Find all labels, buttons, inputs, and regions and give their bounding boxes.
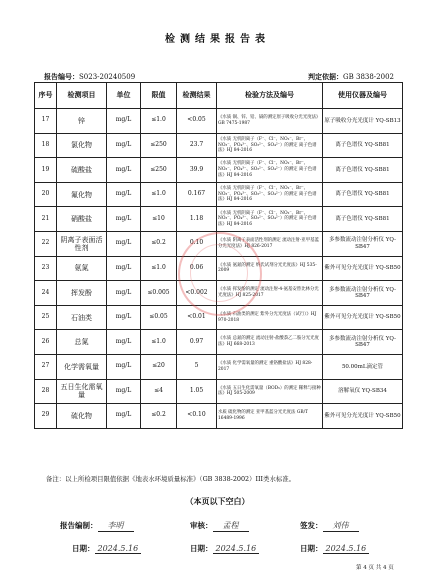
page-number: 第 4 页 共 4 页 [356, 565, 394, 571]
cell-limit: ≤4 [141, 379, 177, 404]
cell-item: 挥发酚 [57, 281, 107, 306]
cell-method: 《水质 铜、锌、铅、镉的测定原子吸收分光光度法》GB 7475-1987 [217, 109, 323, 134]
approver-date: 日期： 2024.5.16 [300, 543, 369, 554]
cell-limit: ≤250 [141, 158, 177, 183]
table-row [35, 330, 403, 355]
cell-method: 《水质 无机阴离子（F⁻、Cl⁻、NO₂⁻、Br⁻、NO₃⁻、PO₄³⁻、SO₃²⁻、SO₄²⁻）的测定 离子色谱法》HJ 84-2016 [217, 182, 323, 207]
column-header: 限值 [141, 83, 177, 109]
cell-limit: ≤0.2 [141, 404, 177, 429]
compiler-signature: 报告编制： 李明 [60, 520, 134, 532]
table-row [35, 133, 403, 158]
cell-result: 1.05 [177, 379, 217, 404]
cell-no: 22 [35, 231, 57, 256]
cell-unit: mg/L [107, 404, 141, 429]
table-row [35, 182, 403, 207]
cell-instrument: 多参数流动注射分析仪 YQ-SB47 [323, 231, 403, 256]
cell-no: 26 [35, 330, 57, 355]
approver-signature: 签发： 刘伟 [300, 520, 359, 532]
cell-limit: ≤1.0 [141, 256, 177, 281]
cell-result: <0.05 [177, 109, 217, 134]
cell-item: 五日生化需氧量 [57, 379, 107, 404]
column-header: 单位 [107, 83, 141, 109]
cell-method: 《水质 氨氮的测定 纳氏试剂分光光度法》HJ 535-2009 [217, 256, 323, 281]
cell-no: 27 [35, 354, 57, 379]
cell-result: 23.7 [177, 133, 217, 158]
cell-method: 《水质 五日生化需氧量（BOD₅）的测定 稀释与接种法》HJ 505-2009 [217, 379, 323, 404]
cell-no: 29 [35, 404, 57, 429]
cell-method: 《水质 总氮的测定 流动注射-盐酸萘乙二胺分光光度法》HJ 668-2013 [217, 330, 323, 355]
judgment-basis: 判定依据：GB 3838-2002 [308, 72, 394, 81]
reviewer-signature: 审核： 孟程 [190, 520, 249, 532]
cell-limit: ≤0.2 [141, 231, 177, 256]
cell-method: 《水质 无机阴离子（F⁻、Cl⁻、NO₂⁻、Br⁻、NO₃⁻、PO₄³⁻、SO₃²⁻、SO₄²⁻）的测定 离子色谱法》HJ 84-2016 [217, 158, 323, 183]
cell-method: 《水质 无机阴离子（F⁻、Cl⁻、NO₂⁻、Br⁻、NO₃⁻、PO₄³⁻、SO₃²⁻、SO₄²⁻）的测定 离子色谱法》HJ 84-2016 [217, 133, 323, 158]
cell-unit: mg/L [107, 182, 141, 207]
cell-method: 《水质 无机阴离子（F⁻、Cl⁻、NO₂⁻、Br⁻、NO₃⁻、PO₄³⁻、SO₃²⁻、SO₄²⁻）的测定 离子色谱法》HJ 84-2016 [217, 207, 323, 232]
cell-item: 硫酸盐 [57, 158, 107, 183]
column-header: 检测结果 [177, 83, 217, 109]
table-row [35, 404, 403, 429]
cell-result: 39.9 [177, 158, 217, 183]
cell-no: 20 [35, 182, 57, 207]
cell-result: 5 [177, 354, 217, 379]
column-header: 使用仪器及编号 [323, 83, 403, 109]
cell-item: 硫化物 [57, 404, 107, 429]
seal-stamp-inner [190, 244, 248, 302]
cell-instrument: 紫外可见分光光度计 YQ-SB50 [323, 305, 403, 330]
cell-unit: mg/L [107, 256, 141, 281]
cell-result: 0.06 [177, 256, 217, 281]
cell-item: 阴离子表面活性剂 [57, 231, 107, 256]
cell-no: 18 [35, 133, 57, 158]
cell-unit: mg/L [107, 158, 141, 183]
table-row [35, 109, 403, 134]
cell-instrument: 多参数流动注射分析仪 YQ-SB47 [323, 281, 403, 306]
cell-no: 25 [35, 305, 57, 330]
cell-instrument: 溶解氧仪 YQ-SB34 [323, 379, 403, 404]
cell-instrument: 紫外可见分光光度计 YQ-SB50 [323, 256, 403, 281]
cell-item: 氯化物 [57, 133, 107, 158]
cell-limit: ≤0.05 [141, 305, 177, 330]
cell-limit: ≤1.0 [141, 109, 177, 134]
cell-result: <0.002 [177, 281, 217, 306]
cell-unit: mg/L [107, 231, 141, 256]
cell-item: 硝酸盐 [57, 207, 107, 232]
cell-result: <0.10 [177, 404, 217, 429]
cell-instrument: 多参数流动注射分析仪 YQ-SB47 [323, 330, 403, 355]
cell-limit: ≤1.0 [141, 182, 177, 207]
cell-unit: mg/L [107, 354, 141, 379]
cell-method: 《水质 石油类的测定 紫外分光光度法（试行）》HJ 970-2018 [217, 305, 323, 330]
cell-method: 水质 硫化物的测定 亚甲基蓝分光光度法 GB/T 16489-1996 [217, 404, 323, 429]
table-row [35, 379, 403, 404]
cell-unit: mg/L [107, 379, 141, 404]
cell-instrument: 50.00mL滴定管 [323, 354, 403, 379]
reviewer-date: 日期： 2024.5.16 [190, 543, 259, 554]
column-header: 检验方法及编号 [217, 83, 323, 109]
cell-result: 0.97 [177, 330, 217, 355]
cell-limit: ≤250 [141, 133, 177, 158]
cell-instrument: 离子色谱仪 YQ-SB81 [323, 182, 403, 207]
cell-no: 19 [35, 158, 57, 183]
cell-result: 1.18 [177, 207, 217, 232]
cell-instrument: 离子色谱仪 YQ-SB81 [323, 158, 403, 183]
column-header: 序号 [35, 83, 57, 109]
cell-no: 21 [35, 207, 57, 232]
cell-instrument: 紫外可见分光光度计 YQ-SB50 [323, 404, 403, 429]
cell-unit: mg/L [107, 305, 141, 330]
table-header-row [35, 83, 403, 109]
cell-limit: ≤20 [141, 354, 177, 379]
cell-result: <0.01 [177, 305, 217, 330]
cell-item: 锌 [57, 109, 107, 134]
cell-method: 《水质 挥发酚的测定 流动注射-4-氨基安替比林分光光度法》HJ 825-2017 [217, 281, 323, 306]
cell-limit: ≤1.0 [141, 330, 177, 355]
page-title: 检测结果报告表 [165, 34, 270, 45]
cell-unit: mg/L [107, 133, 141, 158]
cell-limit: ≤10 [141, 207, 177, 232]
cell-item: 总氮 [57, 330, 107, 355]
cell-limit: ≤0.005 [141, 281, 177, 306]
cell-instrument: 离子色谱仪 YQ-SB81 [323, 207, 403, 232]
cell-method: 《水质 化学需氧量的测定 重铬酸盐法》HJ 828-2017 [217, 354, 323, 379]
cell-result: 0.10 [177, 231, 217, 256]
cell-instrument: 原子吸收分光光度计 YQ-SB13 [323, 109, 403, 134]
table-row [35, 354, 403, 379]
column-header: 检测项目 [57, 83, 107, 109]
table-row [35, 158, 403, 183]
report-number: 报告编号：S023-20240509 [44, 72, 136, 81]
cell-unit: mg/L [107, 109, 141, 134]
cell-method: 《水质 阴离子表面活性剂的测定 流动注射-亚甲基蓝分光光度法》HJ 826-2017 [217, 231, 323, 256]
cell-no: 17 [35, 109, 57, 134]
cell-no: 28 [35, 379, 57, 404]
cell-item: 化学需氧量 [57, 354, 107, 379]
cell-no: 23 [35, 256, 57, 281]
cell-unit: mg/L [107, 207, 141, 232]
compiler-date: 日期： 2024.5.16 [72, 543, 141, 554]
cell-item: 石油类 [57, 305, 107, 330]
cell-item: 氟化物 [57, 182, 107, 207]
cell-no: 24 [35, 281, 57, 306]
cell-unit: mg/L [107, 281, 141, 306]
remarks: 备注：以上所检项目限值依据《地表水环境质量标准》（GB 3838-2002）III类水标准。 [46, 475, 296, 483]
cell-item: 氨氮 [57, 256, 107, 281]
cell-unit: mg/L [107, 330, 141, 355]
table-row [35, 207, 403, 232]
cell-instrument: 离子色谱仪 YQ-SB81 [323, 133, 403, 158]
cell-result: 0.167 [177, 182, 217, 207]
blank-below-note: （本页以下空白） [185, 496, 250, 506]
